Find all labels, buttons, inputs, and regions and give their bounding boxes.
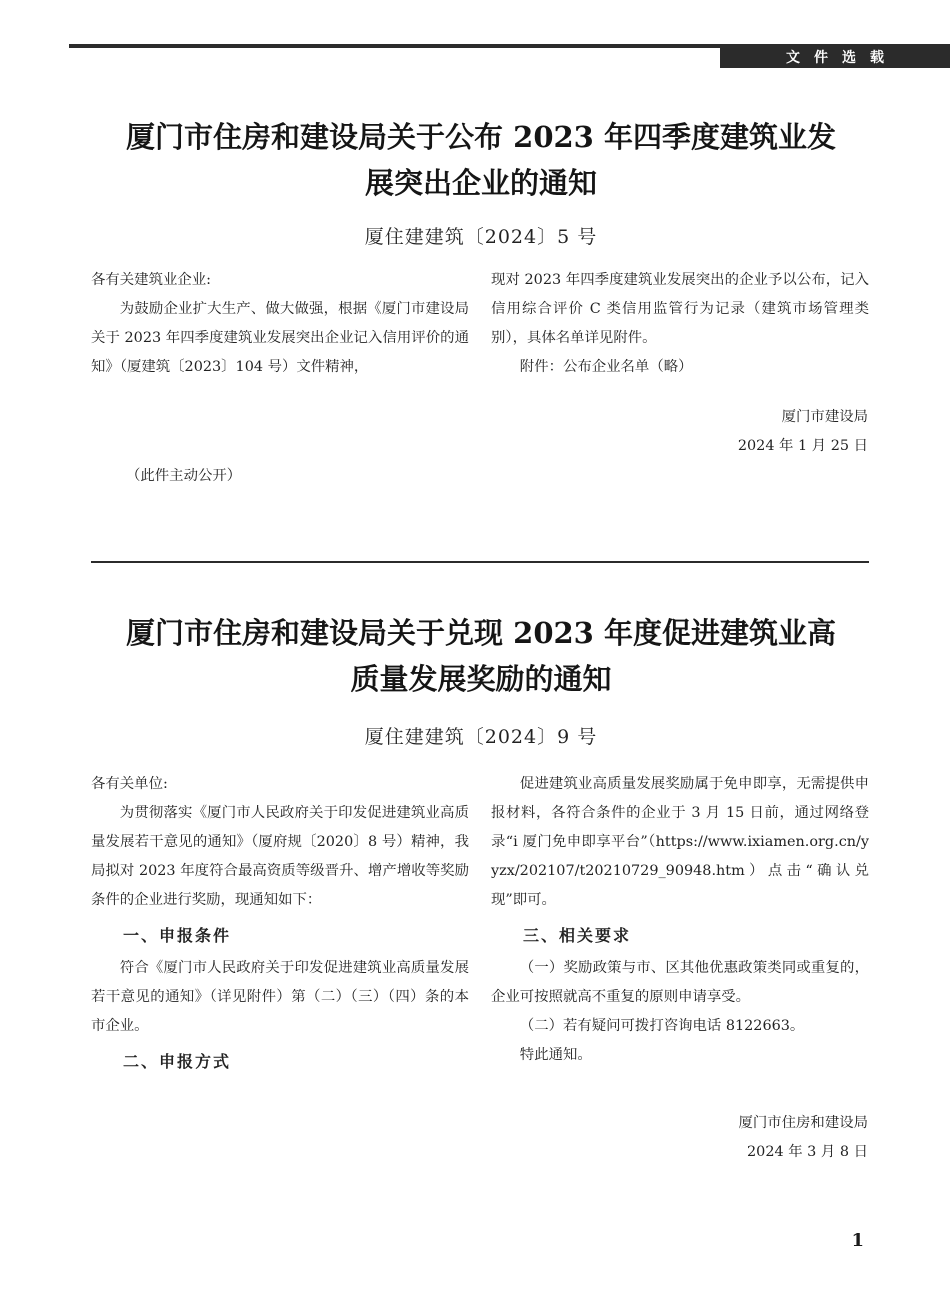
notice2-signature xyxy=(738,1109,868,1167)
notice2-section3-heading: 三、相关要求 xyxy=(523,926,632,945)
notice1-title-line2: 展突出企业的通知 xyxy=(364,166,597,200)
notice2-doc-number: 厦住建建筑〔2024〕9 号 xyxy=(364,726,598,748)
notice2-section1-heading: 一、申报条件 xyxy=(123,926,232,945)
notice1-title-line1: 厦门市住房和建设局关于公布 2023 年四季度建筑业发 xyxy=(126,120,836,154)
notice1-doc-number: 厦住建建筑〔2024〕5 号 xyxy=(364,226,598,248)
notice1-right-column xyxy=(491,266,869,382)
notice2-requirement-1: （一）奖励政策与市、区其他优惠政策类同或重复的，企业可按照就高不重复的原则申请享受。 xyxy=(491,960,869,1005)
notice1-paragraph-cont: 现对 2023 年四季度建筑业发展突出的企业予以公布，记入信用综合评价 C 类信用监管行为记录（建筑市场管理类别），具体名单详见附件。 xyxy=(491,272,869,346)
page-number: 1 xyxy=(851,1230,864,1251)
notice2-section2-heading: 二、申报方式 xyxy=(123,1052,232,1071)
notice1-issuer: 厦门市建设局 xyxy=(781,409,868,425)
notice2-title xyxy=(88,610,874,702)
section-divider xyxy=(91,561,869,563)
notice1-addressee: 各有关建筑业企业: xyxy=(91,272,211,288)
notice2-closing: 特此通知。 xyxy=(519,1047,592,1063)
notice2-left-column xyxy=(91,770,469,1080)
section-banner: 文件选载 xyxy=(720,45,950,68)
notice2-section1-text: 符合《厦门市人民政府关于印发促进建筑业高质量发展若干意见的通知》（详见附件）第（二）（三）（四）条的本市企业。 xyxy=(91,960,469,1034)
notice1-disclosure: （此件主动公开） xyxy=(126,468,242,484)
notice1-paragraph: 为鼓励企业扩大生产、做大做强，根据《厦门市建设局关于 2023 年四季度建筑业发展突出企业记入信用评价的通知》（厦建筑〔2023〕104 号）文件精神， xyxy=(91,301,469,375)
notice2-title-line2: 质量发展奖励的通知 xyxy=(350,662,612,696)
notice1-attachment: 附件：公布企业名单（略） xyxy=(519,359,693,375)
notice2-issuer: 厦门市住房和建设局 xyxy=(738,1115,868,1131)
notice2-right-column xyxy=(491,770,869,1070)
notice2-intro: 为贯彻落实《厦门市人民政府关于印发促进建筑业高质量发展若干意见的通知》（厦府规〔2020〕8 号）精神，我局拟对 2023 年度符合最高资质等级晋升、增产增收等奖励条件的企业进行奖励，现通知如下： xyxy=(91,805,469,908)
notice1-date: 2024 年 1 月 25 日 xyxy=(737,438,868,454)
notice1-title xyxy=(88,114,874,206)
notice2-requirement-2: （二）若有疑问可拨打咨询电话 8122663。 xyxy=(519,1018,805,1034)
notice2-section2-text: 促进建筑业高质量发展奖励属于免申即享，无需提供申报材料，各符合条件的企业于 3 月 15 日前，通过网络登录“i 厦门免申即享平台”（https://www.ixiamen.org.cn/yyzx/202107/t20210729_90948.htm）点击“确认兑现”即可。 xyxy=(491,776,869,908)
notice2-title-line1: 厦门市住房和建设局关于兑现 2023 年度促进建筑业高 xyxy=(126,616,836,650)
notice1-left-column xyxy=(91,266,469,382)
notice2-date: 2024 年 3 月 8 日 xyxy=(747,1144,868,1160)
notice1-signature xyxy=(738,403,868,461)
notice2-addressee: 各有关单位: xyxy=(91,776,168,792)
